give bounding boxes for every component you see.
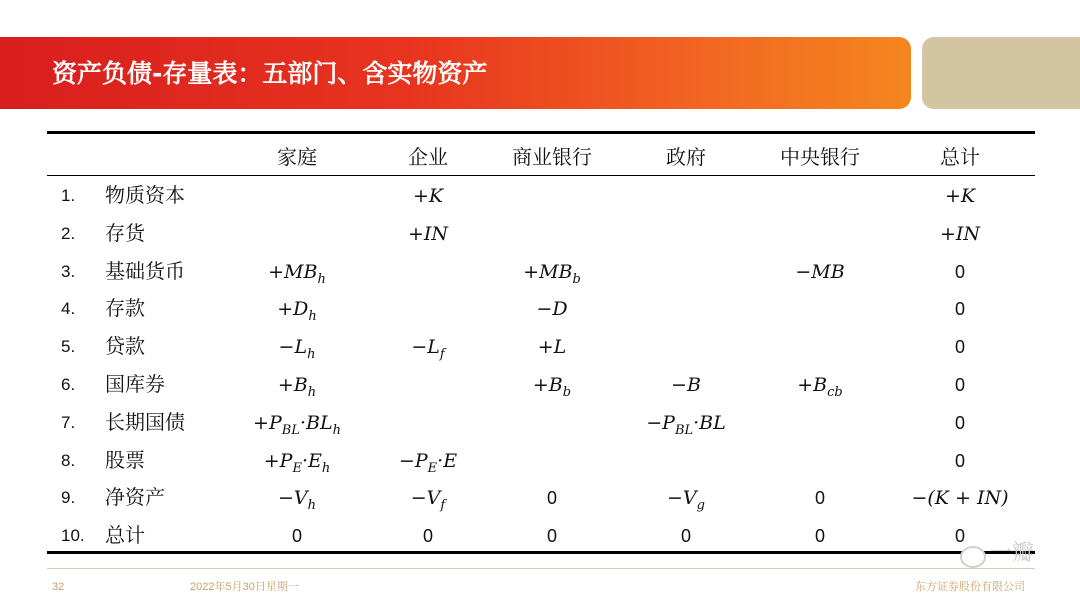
row-label: 基础货币 (105, 258, 185, 283)
row-label: 贷款 (105, 334, 145, 359)
table-cell: $-V_h$ (277, 487, 317, 514)
row-label: 国库券 (105, 372, 165, 396)
table-cell: $-L_h$ (278, 336, 316, 362)
column-header: 政府 (666, 145, 706, 169)
table-cell: 0 (814, 488, 826, 509)
row-label: 存货 (105, 220, 145, 245)
table-cell: 0 (546, 488, 558, 509)
table-cell: 0 (954, 337, 966, 358)
wechat-icon (960, 546, 986, 568)
table-cell: +IN (939, 222, 981, 245)
table-cell: +IN (407, 222, 449, 245)
row-label: 物质资本 (105, 183, 185, 207)
table-cell: $+MB_b$ (523, 260, 581, 287)
table-bottom-rule (47, 551, 1035, 554)
row-number: 2. (61, 223, 76, 243)
table-cell: $+B_h$ (277, 374, 317, 400)
row-label: 股票 (105, 447, 145, 472)
column-header: 企业 (408, 145, 448, 169)
table-cell: 0 (291, 526, 303, 547)
table-cell: +K (412, 185, 444, 207)
page-number: 32 (52, 581, 65, 593)
column-header: 商业银行 (512, 145, 592, 169)
table-cell: 0 (422, 526, 434, 547)
column-header: 家庭 (277, 145, 317, 169)
table-cell: −(K + IN) (911, 487, 1009, 510)
table-top-rule (47, 131, 1035, 134)
table-cell: −MB (795, 260, 845, 283)
column-header: 中央银行 (780, 145, 860, 169)
table-cell: 0 (954, 375, 966, 395)
row-number: 9. (61, 488, 76, 508)
row-label: 存款 (105, 296, 145, 321)
footer-rule (47, 568, 1035, 569)
row-label: 总计 (105, 523, 145, 548)
table-cell: 0 (814, 526, 826, 547)
table-cell: $+B_b$ (532, 374, 572, 400)
table-cell: $+P_E\cdot E_h$ (263, 449, 331, 476)
table-cell: $-V_f$ (410, 487, 446, 514)
table-cell: +K (944, 185, 976, 207)
row-number: 8. (61, 450, 76, 470)
table-cell: $+B_{cb}$ (797, 374, 843, 400)
table-cell: $+MB_h$ (268, 260, 326, 287)
decorative-side-block (922, 37, 1080, 109)
row-number: 10. (61, 526, 85, 546)
table-cell: $-P_{BL}\cdot BL$ (646, 411, 726, 438)
table-cell: 0 (954, 261, 966, 282)
row-label: 净资产 (105, 485, 165, 510)
table-cell: +L (537, 336, 567, 359)
table-cell: 0 (546, 526, 558, 547)
row-number: 3. (61, 261, 76, 281)
footer-date: 2022年5月30日星期一 (190, 581, 299, 593)
table-cell: $+P_{BL}\cdot BL_h$ (253, 411, 341, 438)
table-cell: −B (671, 374, 701, 396)
row-number: 4. (61, 299, 76, 319)
row-number: 6. (61, 375, 76, 394)
table-cell: 0 (954, 526, 966, 547)
table-cell: $-P_E\cdot E$ (398, 449, 458, 476)
column-header: 总计 (940, 145, 980, 169)
table-cell: −D (536, 298, 568, 321)
watermark-text: 一瓣 (990, 541, 1035, 566)
table-cell: 0 (954, 412, 966, 433)
table-header-rule (47, 175, 1035, 176)
table-cell: $+D_h$ (277, 298, 317, 325)
row-label: 长期国债 (105, 409, 185, 434)
page-title: 资产负债-存量表：五部门、含实物资产 (52, 59, 488, 88)
table-cell: 0 (954, 299, 966, 320)
table-cell: 0 (954, 450, 966, 471)
table-cell: $-L_f$ (411, 336, 445, 362)
row-number: 7. (61, 412, 76, 432)
row-number: 5. (61, 337, 76, 357)
table-cell: 0 (680, 526, 692, 547)
row-number: 1. (61, 186, 76, 205)
footer-company: 东方证券股份有限公司 (915, 581, 1025, 593)
table-cell: $-V_g$ (667, 487, 705, 514)
